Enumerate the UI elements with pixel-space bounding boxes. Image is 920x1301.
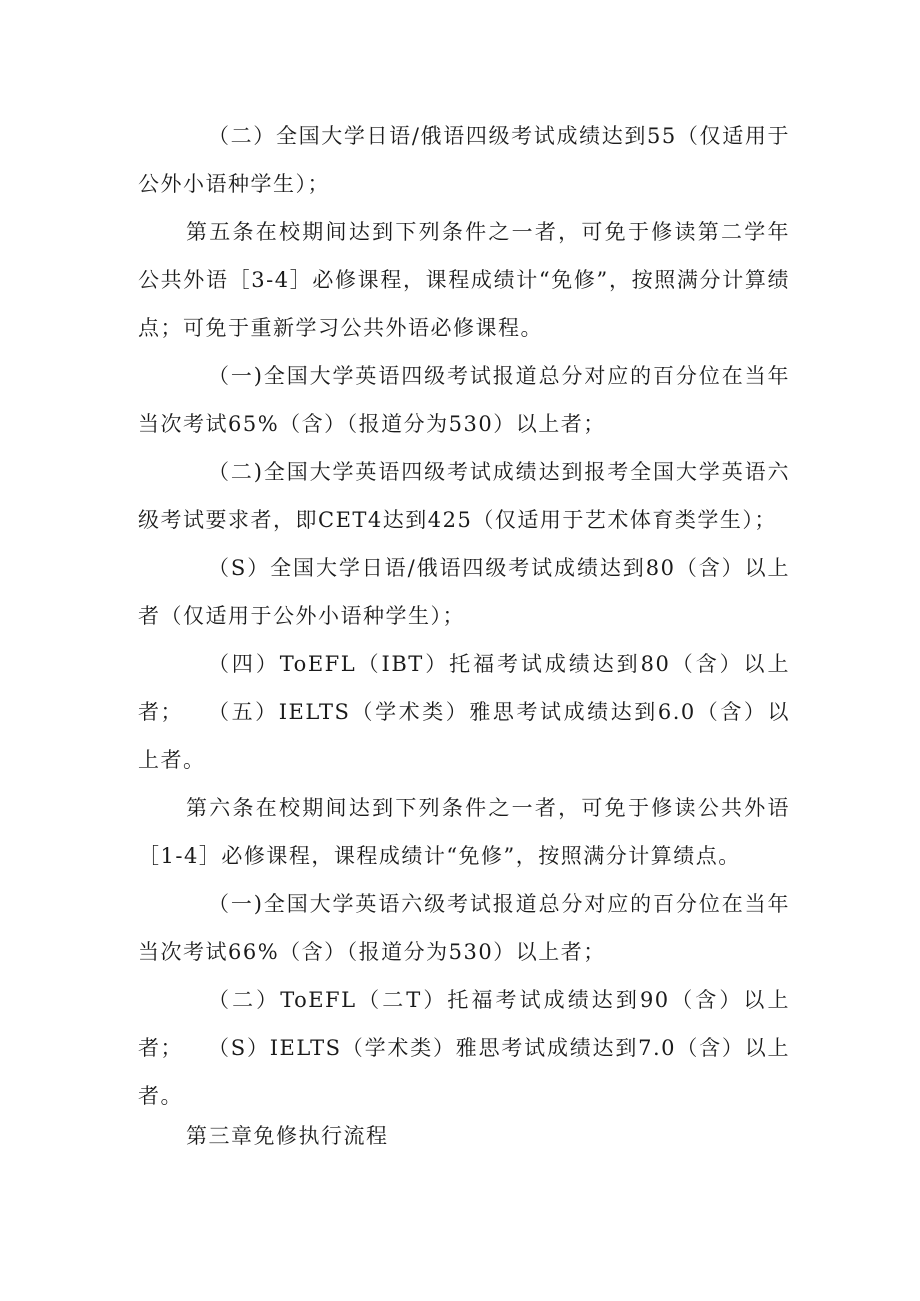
chapter-3-heading: 第三章免修执行流程	[186, 1124, 389, 1148]
paragraph-japanese-russian-cet4-55: （二）全国大学日语/俄语四级考试成绩达到55（仅适用于公外小语种学生）；	[138, 124, 790, 196]
paragraph-article-5-item-4: （四）ToEFL（IBT）托福考试成绩达到80（含）以上者；	[138, 652, 790, 724]
paragraph-article-6-item-1: （一)全国大学英语六级考试报道总分对应的百分位在当年当次考试66%（含）（报道分为530）以上者；	[138, 892, 790, 964]
paragraph-article-5-item-1: （一)全国大学英语四级考试报道总分对应的百分位在当年当次考试65%（含）（报道分为530）以上者；	[138, 364, 790, 436]
paragraph-article-5: 第五条在校期间达到下列条件之一者，可免于修读第二学年公共外语［3-4］必修课程，课程成绩计“免修”，按照满分计算绩点；可免于重新学习公共外语必修课程。	[138, 220, 790, 340]
paragraph-article-6-item-2: （二）ToEFL（二T）托福考试成绩达到90（含）以上者；	[138, 988, 790, 1060]
paragraph-article-5-item-3: （S）全国大学日语/俄语四级考试成绩达到80（含）以上者（仅适用于公外小语种学生）；	[138, 556, 790, 628]
paragraph-article-6-item-3: （S）IELTS（学术类）雅思考试成绩达到7.0（含）以上者。	[138, 1036, 790, 1108]
paragraph-article-5-item-2: （二)全国大学英语四级考试成绩达到报考全国大学英语六级考试要求者，即CET4达到425（仅适用于艺术体育类学生）；	[138, 460, 790, 532]
paragraph-article-5-item-5: （五）IELTS（学术类）雅思考试成绩达到6.0（含）以上者。	[138, 700, 790, 772]
paragraph-article-6: 第六条在校期间达到下列条件之一者，可免于修读公共外语［1-4］必修课程，课程成绩计“免修”，按照满分计算绩点。	[138, 796, 790, 868]
